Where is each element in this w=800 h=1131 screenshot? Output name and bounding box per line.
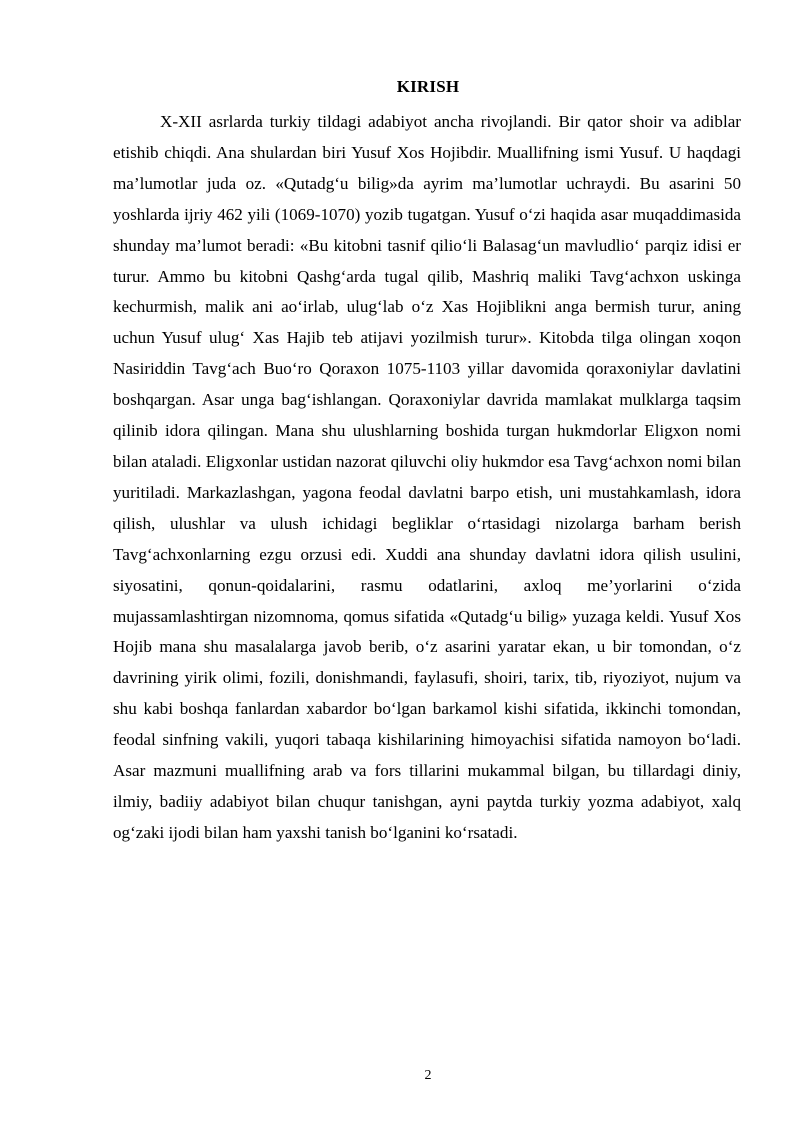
body-paragraph: X-XII asrlarda turkiy tildagi adabiyot ancha rivojlandi. Bir qator shoir va adiblar etishib chiqdi. Ana shulardan biri Yusuf Xos Hojibdir. Muallifning ismi Yusuf. U haqdagi ma’lumotlar juda oz. «Qutadg‘u bilig»da ayrim ma’lumotlar uchraydi. Bu asarini 50 yoshlarda ijriy 462 yili (1069-1070) yozib tugatgan. Yusuf o‘zi haqida asar muqaddimasida shunday ma’lumot beradi: «Bu kitobni tasnif qilio‘li Balasag‘un mavludlio‘ parqiz idisi er turur. Ammo bu kitobni Qashg‘arda tugal qilib, Mashriq maliki Tavg‘achxon uskinga kechurmish, malik ani ao‘irlab, ulug‘lab o‘z Xas Hojiblikni anga bermish turur, aning uchun Yusuf ulug‘ Xas Hajib teb atijavi yozilmish turur». Kitobda tilga olingan xoqon Nasiriddin Tavg‘ach Buo‘ro Qoraxon 1075-1103 yillar davomida qoraxoniylar davlatini boshqargan. Asar unga bag‘ishlangan. Qoraxoniylar davrida mamlakat mulklarga taqsim qilinib idora qilingan. Mana shu ulushlarning boshida turgan hukmdorlar Eligxon nomi bilan ataladi. Eligxonlar ustidan nazorat qiluvchi oliy hukmdor esa Tavg‘achxon nomi bilan yuritiladi. Markazlashgan, yagona feodal davlatni barpo etish, uni mustahkamlash, idora qilish, ulushlar va ulush ichidagi begliklar o‘rtasidagi nizolarga barham berish Tavg‘achxonlarning ezgu orzusi edi. Xuddi ana shunday davlatni idora qilish usulini, siyosatini, qonun-qoidalarini, rasmu odatlarini, axloq me’yorlarini o‘zida mujassamlashtirgan nizomnoma, qomus sifatida «Qutadg‘u bilig» yuzaga keldi. Yusuf Xos Hojib mana shu masalalarga javob berib, o‘z asarini yaratar ekan, u bir tomondan, o‘z davrining yirik olimi, fozili, donishmandi, faylasufi, shoiri, tarix, tib, riyoziyot, nujum va shu kabi boshqa fanlardan xabardor bo‘lgan barkamol kishi sifatida, ikkinchi tomondan, feodal sinfning vakili, yuqori tabaqa kishilarining himoyachisi sifatida namoyon bo‘ladi. Asar mazmuni muallifning arab va fors tillarini mukammal bilgan, bu tillardagi diniy, ilmiy, badiiy adabiyot bilan chuqur tanishgan, ayni paytda turkiy yozma adabiyot, xalq og‘zaki ijodi bilan ham yaxshi tanish bo‘lganini ko‘rsatadi. <box>113 112 741 842</box>
section-title: KIRISH <box>396 77 460 96</box>
page-number: 2 <box>424 1068 432 1083</box>
